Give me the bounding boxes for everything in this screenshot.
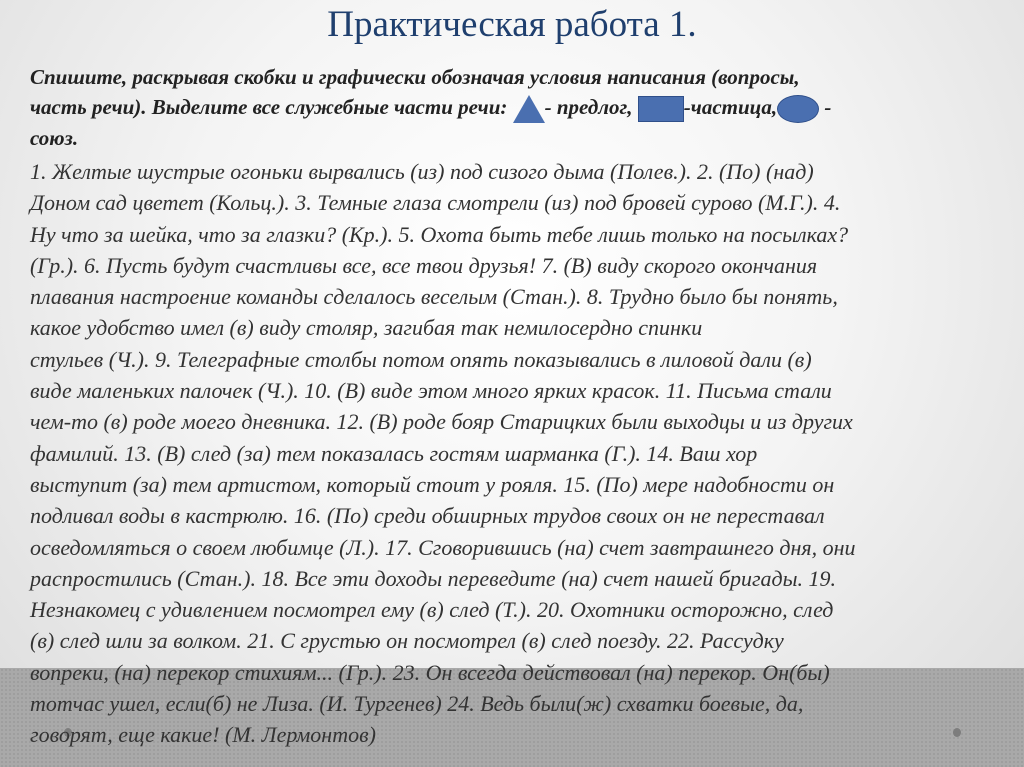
exercise-line: подливал воды в кастрюлю. 16. (По) среди обширных трудов своих он не переставал	[30, 503, 825, 529]
particle-label: -частица,	[683, 95, 778, 119]
triangle-icon	[513, 95, 545, 123]
exercise-line: (Гр.). 6. Пусть будут счастливы все, все твои друзья! 7. (В) виду скорого окончания	[30, 252, 818, 278]
exercise-line: Доном сад цветет (Кольц.). 3. Темные глаза смотрели (из) под бровей сурово (М.Г.). 4.	[30, 190, 841, 216]
exercise-line: Незнакомец с удивлением посмотрел ему (в) след (Т.). 20. Охотники осторожно, след	[30, 597, 834, 623]
exercise-line: чем-то (в) роде моего дневника. 12. (В) роде бояр Старицких были выходцы и из других	[30, 409, 853, 435]
exercise-line: виде маленьких палочек (Ч.). 10. (В) виде этом много ярких красок. 11. Письма стали	[30, 378, 832, 404]
exercise-line: распростились (Стан.). 18. Все эти доходы переведите (на) счет нашей бригады. 19.	[30, 565, 837, 591]
exercise-line: Ну что за шейка, что за глазки? (Кр.). 5. Охота быть тебе лишь только на посылках?	[30, 221, 849, 247]
exercise-line: фамилий. 13. (В) след (за) тем показалась гостям шарманка (Г.). 14. Ваш хор	[30, 440, 758, 466]
slide-title: Практическая работа 1.	[327, 4, 697, 45]
instruction-line-2	[30, 92, 1000, 123]
exercise-line: вопреки, (на) перекор стихиям... (Гр.). 23. Он всегда действовал (на) перекор. Он(бы)	[30, 659, 830, 685]
instruction-line-1: Спишите, раскрывая скобки и графически обозначая условия написания (вопросы,	[30, 65, 800, 89]
exercise-line: осведомляться о своем любимце (Л.). 17. Сговорившись (на) счет завтрашнего дня, они	[30, 534, 856, 560]
square-icon	[638, 96, 684, 122]
instruction-line-3: союз.	[30, 126, 79, 151]
instruction-text: часть речи). Выделите все служебные части речи:	[30, 95, 513, 119]
preposition-label: - предлог,	[544, 95, 633, 119]
exercise-line: плавания настроение команды сделалось веселым (Стан.). 8. Трудно было бы понять,	[30, 284, 838, 310]
exercise-line: стульев (Ч.). 9. Телеграфные столбы потом опять показывались в лиловой дали (в)	[30, 346, 812, 372]
exercise-line: говорят, еще какие! (М. Лермонтов)	[30, 722, 376, 748]
exercise-line: 1. Желтые шустрые огоньки вырвались (из) под сизого дыма (Полев.). 2. (По) (над)	[30, 159, 814, 184]
conjunction-dash: -	[819, 95, 832, 119]
instructions	[30, 62, 1000, 153]
exercise-text	[30, 156, 1010, 751]
exercise-line: какое удобство имел (в) виду столяр, загибая так немилосердно спинки	[30, 315, 703, 341]
circle-icon	[777, 95, 819, 123]
exercise-line: выступит (за) тем артистом, который стоит у рояля. 15. (По) мере надобности он	[30, 471, 835, 497]
exercise-line: тотчас ушел, если(б) не Лиза. (И. Тургенев) 24. Ведь были(ж) схватки боевые, да,	[30, 691, 804, 717]
exercise-line: (в) след шли за волком. 21. С грустью он посмотрел (в) след поезду. 22. Рассудку	[30, 628, 784, 654]
